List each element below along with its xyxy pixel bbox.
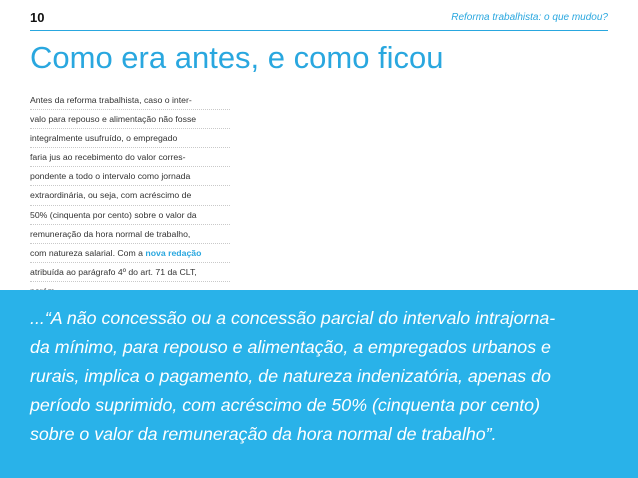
page-title: Como era antes, e como ficou xyxy=(30,40,444,75)
body-line: 50% (cinquenta por cento) sobre o valor da xyxy=(30,206,230,225)
law-quote xyxy=(30,304,630,449)
body-line: valo para repouso e alimentação não fosse xyxy=(30,110,230,129)
body-line: extraordinária, ou seja, com acréscimo de xyxy=(30,186,230,205)
running-header: Reforma trabalhista: o que mudou? xyxy=(451,12,608,23)
quote-line: da mínimo, para repouso e alimentação, a empregados urbanos e xyxy=(30,337,551,357)
body-line: atribuída ao parágrafo 4º do art. 71 da CLT, xyxy=(30,263,230,282)
quote-line: sobre o valor da remuneração da hora normal de trabalho”. xyxy=(30,424,497,444)
body-line: integralmente usufruído, o empregado xyxy=(30,129,230,148)
body-line-text: com natureza salarial. Com a xyxy=(30,247,146,258)
quote-panel xyxy=(0,290,638,478)
body-line: pondente a todo o intervalo como jornada xyxy=(30,167,230,186)
body-line: remuneração da hora normal de trabalho, xyxy=(30,225,230,244)
quote-line: rurais, implica o pagamento, de natureza indenizatória, apenas do xyxy=(30,366,551,386)
quote-line: ...“A não concessão ou a concessão parcial do intervalo intrajorna- xyxy=(30,308,556,328)
body-paragraph xyxy=(30,91,230,300)
page-number: 10 xyxy=(30,10,45,25)
highlight-nova-redacao: nova redação xyxy=(145,247,202,258)
body-line: faria jus ao recebimento do valor corres- xyxy=(30,148,230,167)
body-line xyxy=(30,244,230,263)
quote-line: período suprimido, com acréscimo de 50% (cinquenta por cento) xyxy=(30,395,540,415)
body-line: Antes da reforma trabalhista, caso o inter- xyxy=(30,91,230,110)
header-divider xyxy=(30,30,608,31)
